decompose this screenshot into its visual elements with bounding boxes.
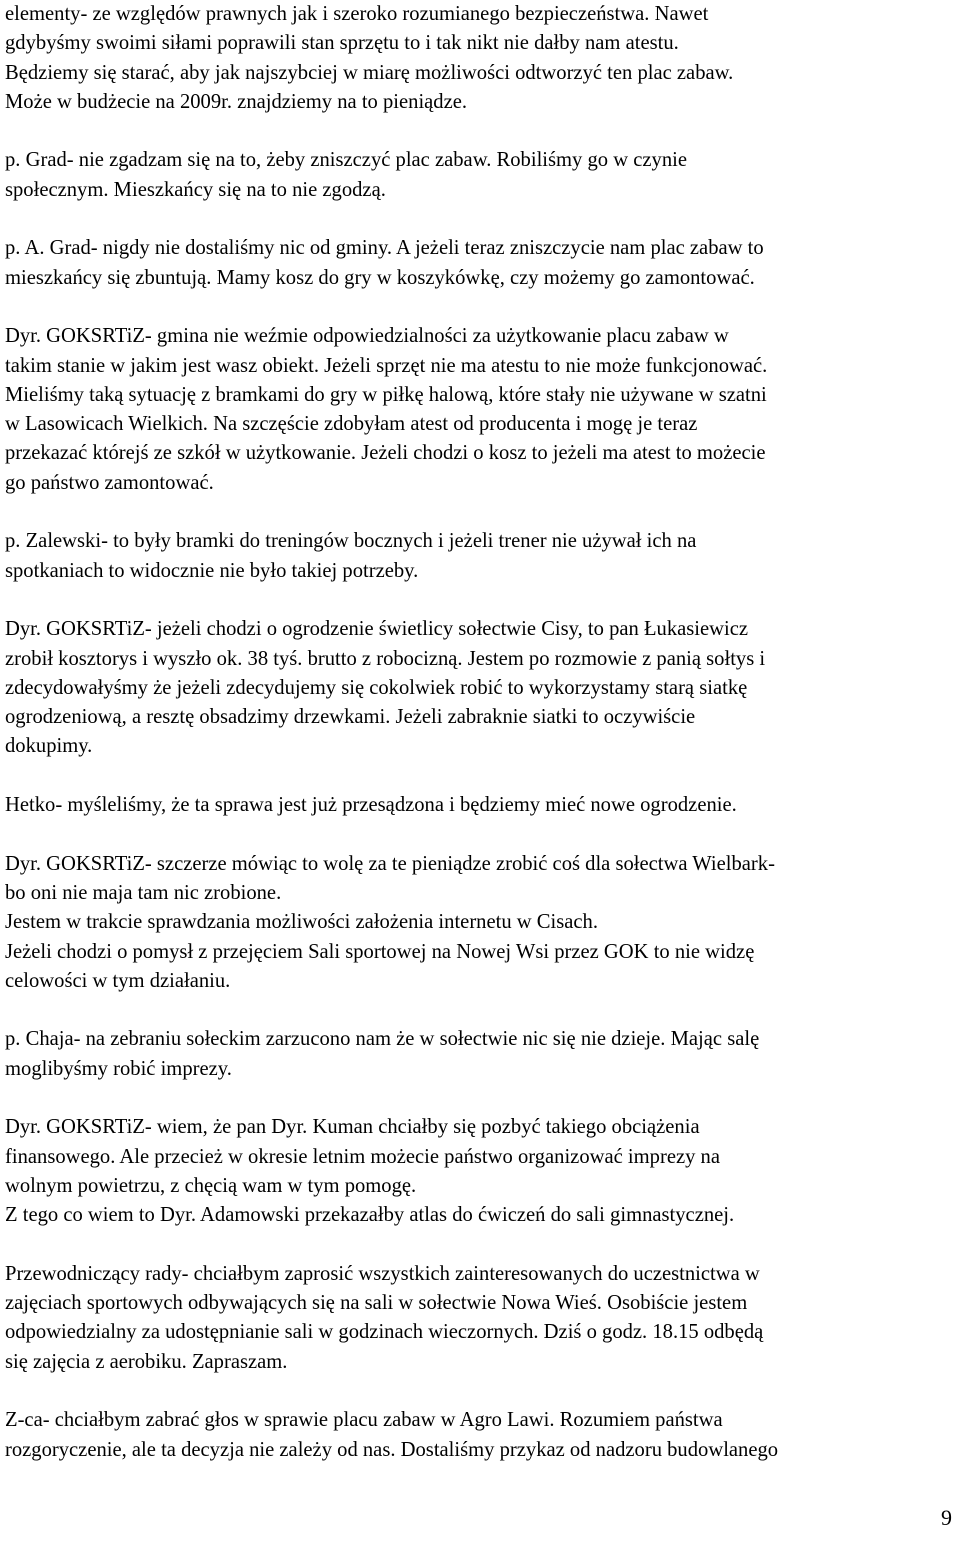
text-line: w Lasowicach Wielkich. Na szczęście zdobyłam atest od producenta i mogę je teraz (5, 413, 698, 436)
text-line: Jestem w trakcie sprawdzania możliwości założenia internetu w Cisach. (5, 911, 598, 934)
text-line: Mieliśmy taką sytuację z bramkami do gry w piłkę halową, które stały nie używane w szatni (5, 383, 767, 406)
paragraph-gap (5, 586, 957, 615)
text-line: moglibyśmy robić imprezy. (5, 1057, 232, 1080)
paragraph-gap (5, 1230, 957, 1259)
text-line: przekazać którejś ze szkół w użytkowanie. Jeżeli chodzi o kosz to jeżeli ma atest to możecie (5, 442, 766, 465)
text-line: się zajęcia z aerobiku. Zapraszam. (5, 1350, 288, 1373)
paragraph-gap (5, 1084, 957, 1113)
paragraph (5, 1406, 957, 1465)
text-line: Dyr. GOKSRTiZ- szczerze mówiąc to wolę za te pieniądze zrobić coś dla sołectwa Wielbark- (5, 852, 775, 875)
paragraph (5, 615, 957, 761)
text-line: mieszkańcy się zbuntują. Mamy kosz do gry w koszykówkę, czy możemy go zamontować. (5, 266, 755, 289)
text-line: Hetko- myśleliśmy, że ta sprawa jest już przesądzona i będziemy mieć nowe ogrodzenie. (5, 794, 737, 817)
paragraph (5, 1260, 957, 1377)
text-line: p. Chaja- na zebraniu sołeckim zarzucono nam że w sołectwie nic się nie dzieje. Mając salę (5, 1028, 760, 1051)
paragraph (5, 146, 957, 205)
text-line: gdybyśmy swoimi siłami poprawili stan sprzętu to i tak nikt nie dałby nam atestu. (5, 32, 679, 55)
text-line: bo oni nie maja tam nic zrobione. (5, 881, 282, 904)
text-line: Przewodniczący rady- chciałbym zaprosić wszystkich zainteresowanych do uczestnictwa w (5, 1262, 760, 1285)
text-line: wolnym powietrzu, z chęcią wam w tym pomogę. (5, 1174, 417, 1197)
paragraph (5, 850, 957, 996)
text-line: zajęciach sportowych odbywających się na sali w sołectwie Nowa Wieś. Osobiście jestem (5, 1292, 748, 1315)
paragraph-gap (5, 762, 957, 791)
paragraph-gap (5, 1377, 957, 1406)
text-line: takim stanie w jakim jest wasz obiekt. Jeżeli sprzęt nie ma atestu to nie może funkcjonować. (5, 354, 768, 377)
paragraph (5, 791, 957, 820)
page-number: 9 (941, 1505, 952, 1530)
text-line: Dyr. GOKSRTiZ- wiem, że pan Dyr. Kuman chciałby się pozbyć takiego obciążenia (5, 1116, 700, 1139)
text-line: p. Grad- nie zgadzam się na to, żeby zniszczyć plac zabaw. Robiliśmy go w czynie (5, 149, 687, 172)
text-line: odpowiedzialny za udostępnianie sali w godzinach wieczornych. Dziś o godz. 18.15 odbędą (5, 1321, 764, 1344)
paragraph-gap (5, 117, 957, 146)
text-line: elementy- ze względów prawnych jak i szeroko rozumianego bezpieczeństwa. Nawet (5, 3, 709, 25)
paragraph (5, 0, 957, 117)
paragraph-gap (5, 205, 957, 234)
text-line: Może w budżecie na 2009r. znajdziemy na to pieniądze. (5, 90, 468, 113)
paragraph-gap (5, 293, 957, 322)
text-line: Dyr. GOKSRTiZ- gmina nie weźmie odpowiedzialności za użytkowanie placu zabaw w (5, 325, 729, 348)
text-line: ogrodzeniową, a resztę obsadzimy drzewkami. Jeżeli zabraknie siatki to oczywiście (5, 706, 696, 729)
text-line: zrobił kosztorys i wyszło ok. 38 tyś. brutto z robocizną. Jestem po rozmowie z panią sołtys i (5, 647, 766, 670)
text-line: go państwo zamontować. (5, 471, 214, 494)
text-line: p. A. Grad- nigdy nie dostaliśmy nic od gminy. A jeżeli teraz zniszczycie nam plac zabaw to (5, 237, 764, 260)
text-line: finansowego. Ale przecież w okresie letnim możecie państwo organizować imprezy na (5, 1145, 720, 1168)
text-line: Z tego co wiem to Dyr. Adamowski przekazałby atlas do ćwiczeń do sali gimnastycznej. (5, 1204, 735, 1227)
paragraph (5, 1113, 957, 1230)
text-line: p. Zalewski- to były bramki do treningów bocznych i jeżeli trener nie używał ich na (5, 530, 697, 553)
paragraph-gap (5, 820, 957, 849)
text-line: dokupimy. (5, 735, 93, 758)
text-line: Jeżeli chodzi o pomysł z przejęciem Sali sportowej na Nowej Wsi przez GOK to nie widzę (5, 940, 755, 963)
paragraph-gap (5, 996, 957, 1025)
text-line: Z-ca- chciałbym zabrać głos w sprawie placu zabaw w Agro Lawi. Rozumiem państwa (5, 1409, 723, 1432)
paragraph (5, 1025, 957, 1084)
text-line: rozgoryczenie, ale ta decyzja nie zależy od nas. Dostaliśmy przykaz od nadzoru budowlanego (5, 1438, 779, 1461)
paragraph (5, 527, 957, 586)
paragraph (5, 234, 957, 293)
paragraph-gap (5, 498, 957, 527)
text-line: Dyr. GOKSRTiZ- jeżeli chodzi o ogrodzenie świetlicy sołectwie Cisy, to pan Łukasiewicz (5, 618, 749, 641)
document-page (5, 0, 957, 1465)
text-line: Będziemy się starać, aby jak najszybciej w miarę możliwości odtworzyć ten plac zabaw. (5, 61, 734, 84)
text-line: zdecydowałyśmy że jeżeli zdecydujemy się cokolwiek robić to wykorzystamy starą siatkę (5, 676, 748, 699)
text-line: spotkaniach to widocznie nie było takiej potrzeby. (5, 559, 419, 582)
paragraph (5, 322, 957, 498)
document-body (5, 0, 957, 1465)
text-line: społecznym. Mieszkańcy się na to nie zgodzą. (5, 178, 386, 201)
text-line: celowości w tym działaniu. (5, 969, 231, 992)
